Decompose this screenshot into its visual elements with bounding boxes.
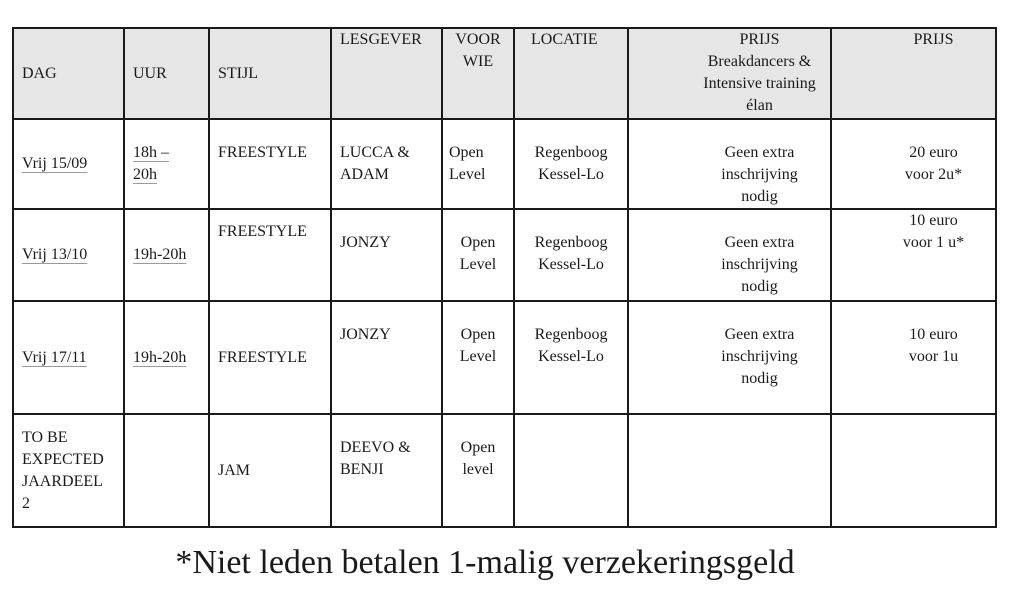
schedule-table (12, 27, 997, 528)
cell-uur: 19h-20h (124, 301, 209, 414)
cell-stijl: FREESTYLE (209, 301, 331, 414)
cell-prijs-breakdancers (628, 414, 831, 527)
cell-stijl: FREESTYLE (209, 209, 331, 301)
cell-locatie: Regenboog Kessel-Lo (514, 301, 628, 414)
table-row (13, 301, 996, 414)
cell-uur: 18h – 20h (124, 119, 209, 209)
cell-prijs (831, 414, 996, 527)
cell-lesgever: JONZY (331, 209, 442, 301)
cell-voor-wie: Open level (442, 414, 514, 527)
cell-dag: Vrij 17/11 (13, 301, 124, 414)
cell-prijs-breakdancers: Geen extra inschrijving nodig (628, 209, 831, 301)
cell-dag: Vrij 15/09 (13, 119, 124, 209)
cell-prijs: 20 euro voor 2u* (831, 119, 996, 209)
cell-uur (124, 414, 209, 527)
cell-dag: TO BE EXPECTED JAARDEEL 2 (13, 414, 124, 527)
header-cell-prijs-breakdancers: PRIJS Breakdancers & Intensive training élan (628, 28, 831, 119)
header-cell-prijs: PRIJS (831, 28, 996, 119)
header-cell-lesgever: LESGEVER (331, 28, 442, 119)
table-row (13, 119, 996, 209)
header-cell-locatie: LOCATIE (514, 28, 628, 119)
footnote: *Niet leden betalen 1-malig verzekeringsgeld (175, 544, 795, 581)
cell-locatie: Regenboog Kessel-Lo (514, 119, 628, 209)
cell-prijs: 10 euro voor 1 u* (831, 209, 996, 301)
cell-prijs-breakdancers: Geen extra inschrijving nodig (628, 119, 831, 209)
cell-uur: 19h-20h (124, 209, 209, 301)
cell-lesgever: JONZY (331, 301, 442, 414)
cell-lesgever: DEEVO & BENJI (331, 414, 442, 527)
cell-dag: Vrij 13/10 (13, 209, 124, 301)
cell-voor-wie: Open Level (442, 209, 514, 301)
cell-voor-wie: Open Level (442, 301, 514, 414)
cell-prijs-breakdancers: Geen extra inschrijving nodig (628, 301, 831, 414)
header-cell-dag: DAG (13, 28, 124, 119)
cell-stijl: JAM (209, 414, 331, 527)
cell-prijs: 10 euro voor 1u (831, 301, 996, 414)
cell-stijl: FREESTYLE (209, 119, 331, 209)
header-row (13, 28, 996, 119)
table-row (13, 209, 996, 301)
cell-locatie (514, 414, 628, 527)
header-cell-uur: UUR (124, 28, 209, 119)
cell-locatie: Regenboog Kessel-Lo (514, 209, 628, 301)
cell-voor-wie: Open Level (442, 119, 514, 209)
header-cell-voor-wie: VOOR WIE (442, 28, 514, 119)
table-row (13, 414, 996, 527)
header-cell-stijl: STIJL (209, 28, 331, 119)
cell-lesgever: LUCCA & ADAM (331, 119, 442, 209)
